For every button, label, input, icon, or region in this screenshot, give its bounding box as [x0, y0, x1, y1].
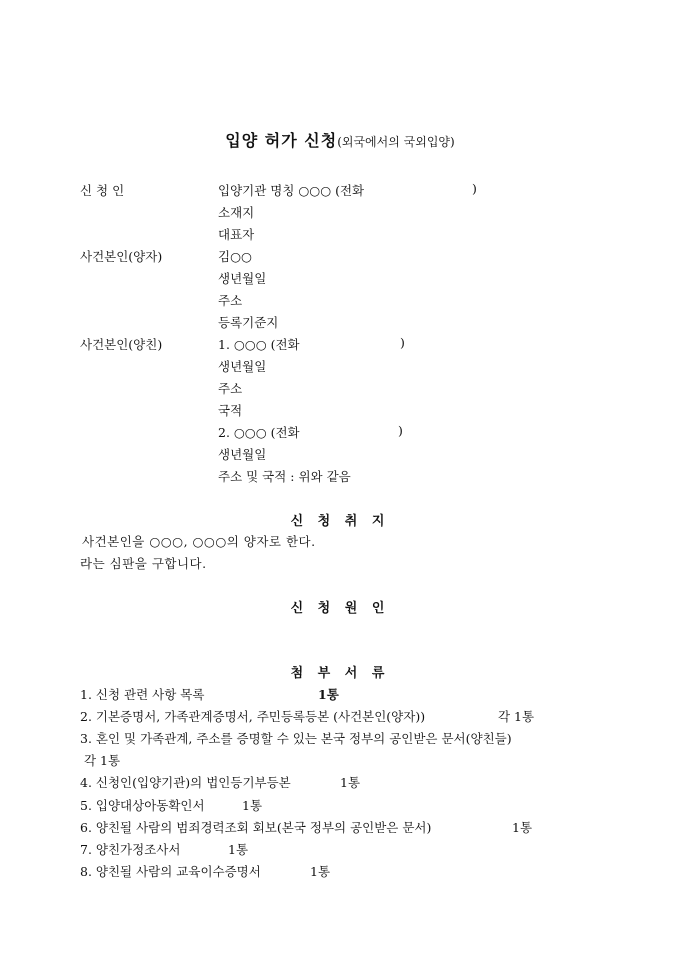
- attachment-item-3-cont: [84, 751, 120, 769]
- attachment-text: 8. 양친될 사람의 교육이수증명서: [80, 864, 261, 879]
- applicant-name: 입양기관 명칭 ○○○ (전화: [218, 183, 365, 198]
- attachments-heading: 첨 부 서 류: [290, 666, 390, 681]
- purpose-line-2: 라는 심판을 구합니다.: [80, 556, 207, 571]
- attachment-count-6: [512, 818, 532, 836]
- attachment-item-7: [80, 840, 180, 858]
- attachment-count-8: [310, 862, 330, 880]
- attachment-count-5: [242, 796, 262, 814]
- attachment-count: 1통: [228, 842, 249, 857]
- adoptee-label: 사건본인(양자): [80, 249, 163, 264]
- purpose-heading: 신 청 취 지: [290, 514, 390, 529]
- attachment-item-1: [80, 685, 204, 703]
- attachment-count: 각 1통: [498, 709, 535, 724]
- attachment-count-1: [318, 685, 339, 703]
- attachment-count: 1통: [512, 820, 533, 835]
- attachment-count: 1통: [242, 798, 263, 813]
- attachment-item-4: [80, 773, 291, 791]
- attachment-text: 각 1통: [84, 753, 121, 768]
- parent2-phone-close: ): [398, 423, 403, 438]
- title-sub: (외국에서의 국외입양): [337, 135, 455, 149]
- parent2-address: 주소 및 국적 : 위와 같음: [218, 469, 351, 484]
- parent1-birth: 생년월일: [218, 359, 267, 374]
- adoptee-name: 김○○: [218, 249, 252, 264]
- adoptee-birth: 생년월일: [218, 271, 267, 286]
- adoptee-address: 주소: [218, 293, 243, 308]
- attachment-text: 3. 혼인 및 가족관계, 주소를 증명할 수 있는 본국 정부의 공인받은 문서(양친들): [80, 731, 512, 746]
- applicant-address: 소재지: [218, 205, 255, 220]
- parents-label: 사건본인(양친): [80, 337, 163, 352]
- attachment-count: 1통: [310, 864, 331, 879]
- attachment-text: 6. 양친될 사람의 범죄경력조회 회보(본국 정부의 공인받은 문서): [80, 820, 432, 835]
- attachment-count: 1통: [340, 775, 361, 790]
- parent1-address: 주소: [218, 381, 243, 396]
- attachment-text: 1. 신청 관련 사항 목록: [80, 687, 205, 702]
- applicant-phone-close: ): [472, 181, 477, 196]
- attachment-item-3: [80, 729, 512, 747]
- parent2-name: 2. ○○○ (전화: [218, 425, 300, 440]
- attachment-item-5: [80, 796, 205, 814]
- page-title: [0, 128, 680, 151]
- attachment-count-7: [228, 840, 248, 858]
- attachment-count-4: [340, 773, 360, 791]
- applicant-representative: 대표자: [218, 227, 255, 242]
- parent1-nationality: 국적: [218, 403, 243, 418]
- attachment-count: 1통: [318, 687, 339, 702]
- applicant-label: 신 청 인: [80, 183, 125, 198]
- purpose-line-1: 사건본인을 ○○○, ○○○의 양자로 한다.: [82, 534, 316, 549]
- attachment-text: 2. 기본증명서, 가족관계증명서, 주민등록등본 (사건본인(양자)): [80, 709, 426, 724]
- attachment-text: 5. 입양대상아동확인서: [80, 798, 205, 813]
- attachment-count-2: [498, 707, 534, 725]
- parent2-birth: 생년월일: [218, 447, 267, 462]
- attachment-text: 7. 양친가정조사서: [80, 842, 181, 857]
- attachment-item-2: [80, 707, 425, 725]
- attachment-item-8: [80, 862, 261, 880]
- title-main: 입양 허가 신청: [225, 131, 338, 150]
- attachment-text: 4. 신청인(입양기관)의 법인등기부등본: [80, 775, 291, 790]
- adoptee-registry: 등록기준지: [218, 315, 279, 330]
- attachment-item-6: [80, 818, 431, 836]
- parent1-name: 1. ○○○ (전화: [218, 337, 300, 352]
- parent1-phone-close: ): [400, 335, 405, 350]
- cause-heading: 신 청 원 인: [290, 601, 390, 616]
